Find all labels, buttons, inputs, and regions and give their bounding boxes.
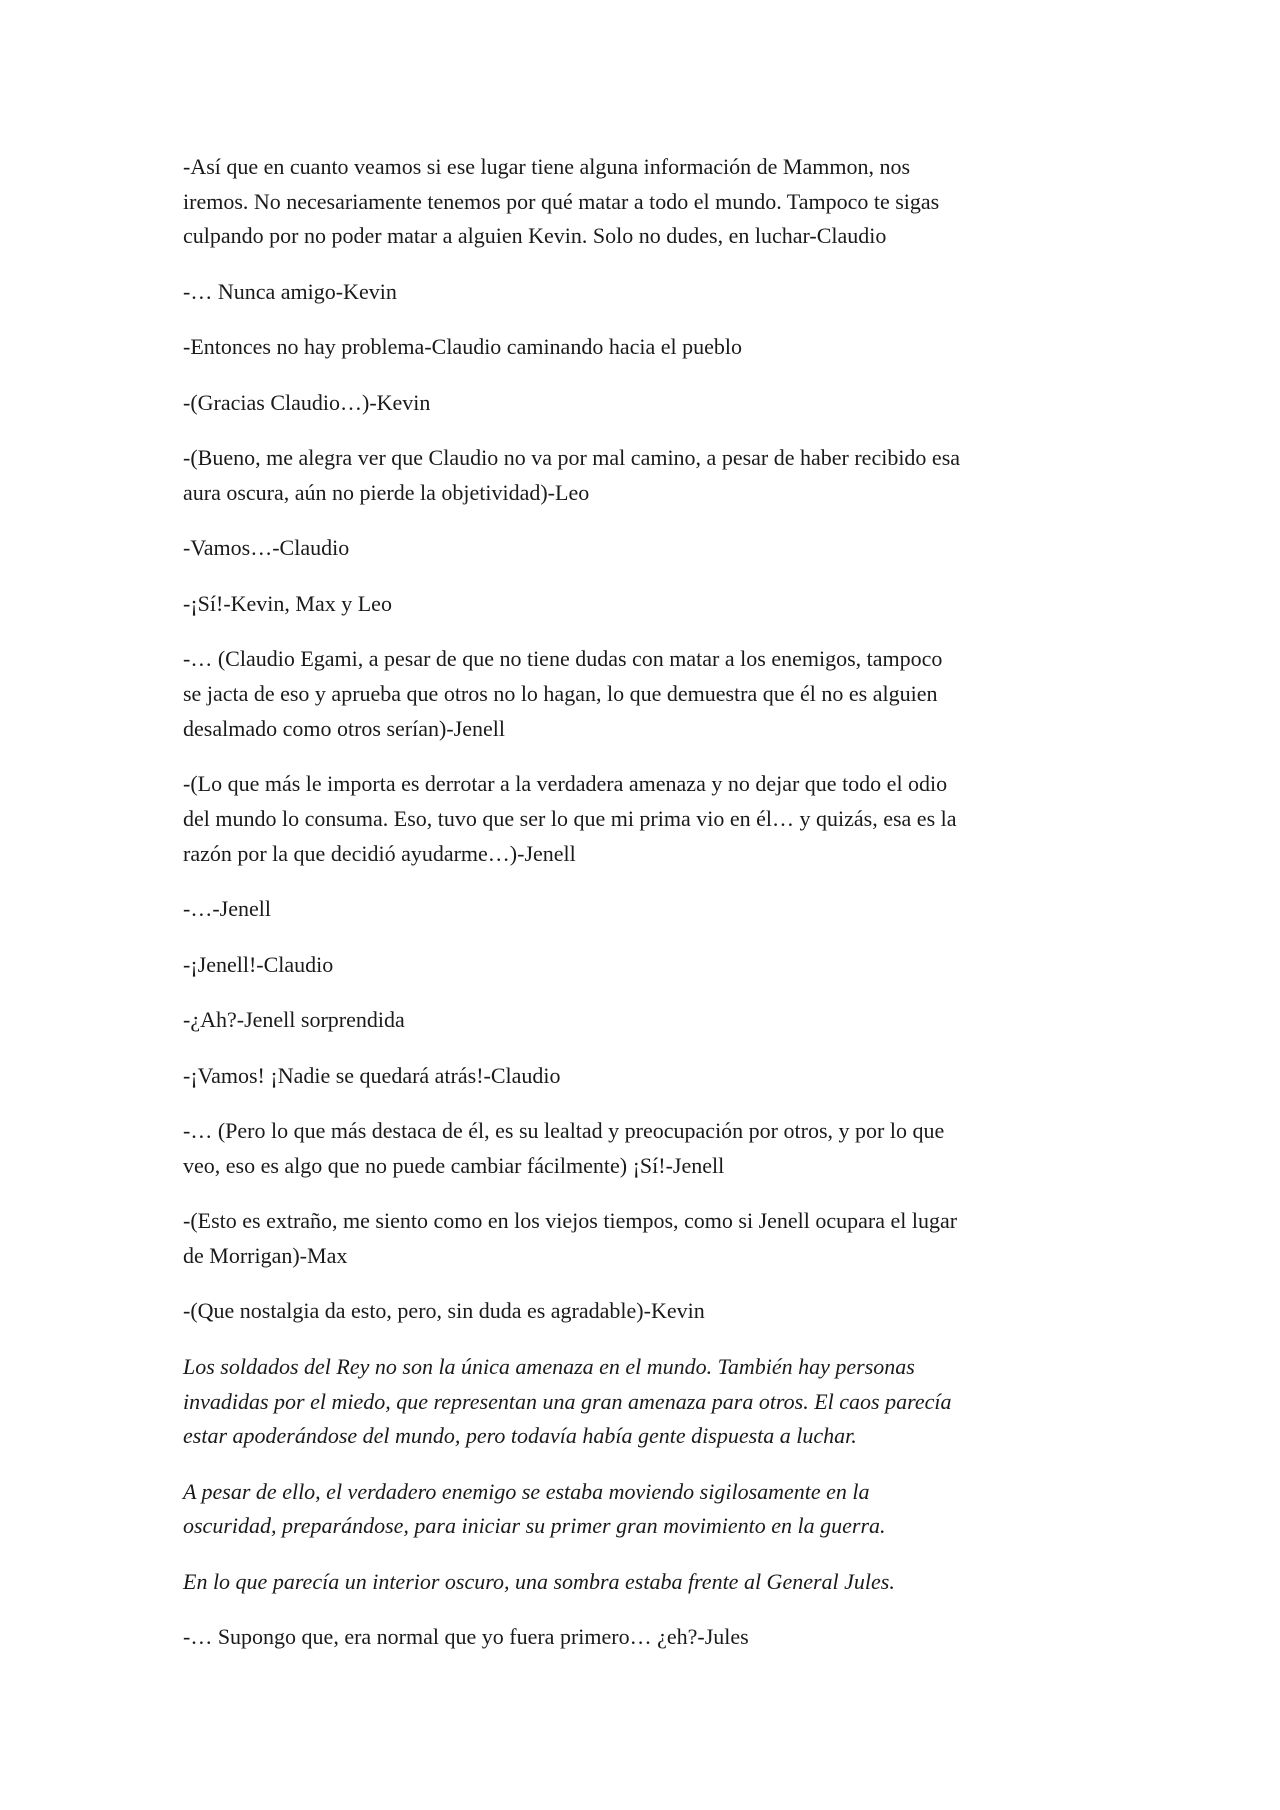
dialogue-paragraph xyxy=(183,767,1113,871)
text-line: Los soldados del Rey no son la única amenaza en el mundo. También hay personas xyxy=(183,1353,915,1379)
text-line: invadidas por el miedo, que representan una gran amenaza para otros. El caos parecía xyxy=(183,1388,952,1414)
dialogue-paragraph xyxy=(183,1204,1113,1273)
narration-paragraph xyxy=(183,1565,1113,1600)
text-line: -(Gracias Claudio…)-Kevin xyxy=(183,389,431,415)
dialogue-paragraph xyxy=(183,1003,1113,1038)
text-line: -(Bueno, me alegra ver que Claudio no va por mal camino, a pesar de haber recibido esa xyxy=(183,445,961,471)
text-line: A pesar de ello, el verdadero enemigo se estaba moviendo sigilosamente en la xyxy=(183,1478,870,1504)
text-line: -¡Vamos! ¡Nadie se quedará atrás!-Claudio xyxy=(183,1062,561,1088)
text-line: -… Nunca amigo-Kevin xyxy=(183,278,397,304)
text-line: culpando por no poder matar a alguien Kevin. Solo no dudes, en luchar-Claudio xyxy=(183,223,887,249)
document-page xyxy=(183,150,1113,1676)
text-line: desalmado como otros serían)-Jenell xyxy=(183,715,505,741)
dialogue-paragraph xyxy=(183,948,1113,983)
text-line: -Entonces no hay problema-Claudio caminando hacia el pueblo xyxy=(183,334,742,360)
text-line: iremos. No necesariamente tenemos por qué matar a todo el mundo. Tampoco te sigas xyxy=(183,188,940,214)
dialogue-paragraph xyxy=(183,150,1113,254)
text-line: En lo que parecía un interior oscuro, una sombra estaba frente al General Jules. xyxy=(183,1568,895,1594)
text-line: -… Supongo que, era normal que yo fuera primero… ¿eh?-Jules xyxy=(183,1624,749,1650)
text-line: -¿Ah?-Jenell sorprendida xyxy=(183,1007,405,1033)
dialogue-paragraph xyxy=(183,1620,1113,1655)
text-line: aura oscura, aún no pierde la objetividad)-Leo xyxy=(183,480,590,505)
text-line: -Vamos…-Claudio xyxy=(183,535,350,561)
text-line: estar apoderándose del mundo, pero todavía había gente dispuesta a luchar. xyxy=(183,1423,857,1449)
text-line: -(Esto es extraño, me siento como en los viejos tiempos, como si Jenell ocupara el lugar xyxy=(183,1208,958,1234)
dialogue-paragraph xyxy=(183,642,1113,746)
dialogue-paragraph xyxy=(183,1294,1113,1329)
dialogue-paragraph xyxy=(183,1114,1113,1183)
dialogue-paragraph xyxy=(183,531,1113,566)
text-line: veo, eso es algo que no puede cambiar fácilmente) ¡Sí!-Jenell xyxy=(183,1152,725,1178)
text-line: -(Que nostalgia da esto, pero, sin duda es agradable)-Kevin xyxy=(183,1298,705,1324)
text-line: -… (Claudio Egami, a pesar de que no tiene dudas con matar a los enemigos, tampoco xyxy=(183,646,943,672)
text-line: del mundo lo consuma. Eso, tuvo que ser lo que mi prima vio en él… y quizás, esa es la xyxy=(183,806,957,831)
dialogue-paragraph xyxy=(183,386,1113,421)
text-line: -… (Pero lo que más destaca de él, es su lealtad y preocupación por otros, y por lo que xyxy=(183,1118,945,1144)
dialogue-paragraph xyxy=(183,587,1113,622)
text-line: -¡Jenell!-Claudio xyxy=(183,951,334,977)
dialogue-paragraph xyxy=(183,1059,1113,1094)
text-line: razón por la que decidió ayudarme…)-Jenell xyxy=(183,840,576,866)
text-line: se jacta de eso y aprueba que otros no lo hagan, lo que demuestra que él no es alguien xyxy=(183,681,938,707)
dialogue-paragraph xyxy=(183,892,1113,927)
text-line: de Morrigan)-Max xyxy=(183,1242,348,1268)
text-line: -…-Jenell xyxy=(183,896,271,922)
text-line: -(Lo que más le importa es derrotar a la verdadera amenaza y no dejar que todo el odio xyxy=(183,771,948,797)
dialogue-paragraph xyxy=(183,441,1113,510)
narration-paragraph xyxy=(183,1350,1113,1454)
dialogue-paragraph xyxy=(183,275,1113,310)
text-line: -¡Sí!-Kevin, Max y Leo xyxy=(183,590,392,616)
text-line: oscuridad, preparándose, para iniciar su primer gran movimiento en la guerra. xyxy=(183,1513,886,1539)
narration-paragraph xyxy=(183,1475,1113,1544)
text-line: -Así que en cuanto veamos si ese lugar tiene alguna información de Mammon, nos xyxy=(183,154,911,179)
dialogue-paragraph xyxy=(183,330,1113,365)
